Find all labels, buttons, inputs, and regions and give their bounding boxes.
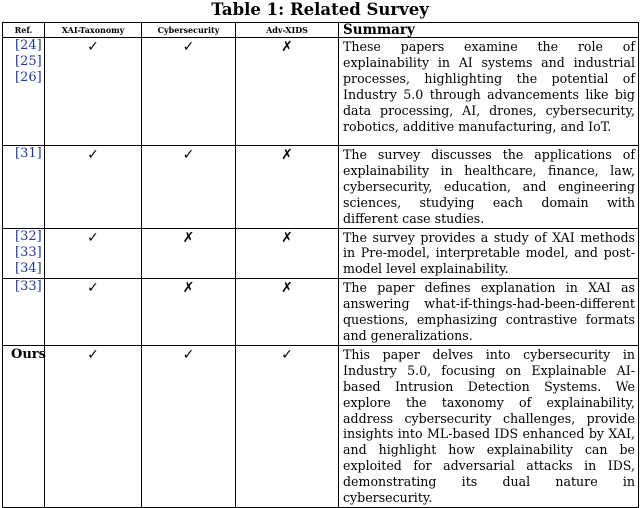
adv-xids-mark: ✓ <box>236 345 339 507</box>
cybersecurity-mark: ✗ <box>142 279 236 346</box>
table-row <box>3 38 639 146</box>
summary-cell: These papers examine the role of explainability in AI systems and industrial processes, highlighting the potential of Industry 5.0 through advancements like big data processing, AI, drones, cybersecurity, robotics, additive manufacturing, and IoT. <box>339 38 639 146</box>
xai-taxonomy-mark: ✓ <box>45 279 142 346</box>
citation-link[interactable]: [34] <box>15 260 42 276</box>
citation-link[interactable]: [26] <box>15 70 42 85</box>
xai-taxonomy-mark: ✓ <box>45 146 142 229</box>
table-row <box>3 146 639 229</box>
table-row <box>3 228 639 279</box>
adv-xids-mark: ✗ <box>236 228 339 279</box>
xai-taxonomy-mark: ✓ <box>45 38 142 146</box>
table-row <box>3 345 639 507</box>
adv-xids-mark: ✗ <box>236 146 339 229</box>
citation-link[interactable]: [32] <box>15 228 42 244</box>
ref-cell <box>3 146 45 229</box>
ref-cell <box>3 228 45 279</box>
ref-cell <box>3 345 45 507</box>
header-cybersecurity: Cybersecurity <box>142 23 236 38</box>
xai-taxonomy-mark: ✓ <box>45 228 142 279</box>
table-caption: Table 1: Related Survey <box>211 0 429 19</box>
summary-cell: The paper defines explanation in XAI as answering what-if-things-had-been-different questions, emphasizing contrastive formats and generalizations. <box>339 279 639 346</box>
header-xai-taxonomy: XAI-Taxonomy <box>45 23 142 38</box>
cybersecurity-mark: ✗ <box>142 228 236 279</box>
header-row <box>3 23 639 38</box>
citation-link[interactable]: [31] <box>15 146 42 161</box>
ref-cell <box>3 279 45 346</box>
summary-cell: The survey discusses the applications of explainability in healthcare, finance, law, cybersecurity, education, and engineering sciences, studying each domain with different case studies. <box>339 146 639 229</box>
header-ref: Ref. <box>3 23 45 38</box>
citation-link[interactable]: [25] <box>15 54 42 69</box>
xai-taxonomy-mark: ✓ <box>45 345 142 507</box>
cybersecurity-mark: ✓ <box>142 345 236 507</box>
adv-xids-mark: ✗ <box>236 38 339 146</box>
table-row <box>3 279 639 346</box>
header-summary: Summary <box>339 23 639 38</box>
adv-xids-mark: ✗ <box>236 279 339 346</box>
summary-cell: This paper delves into cybersecurity in Industry 5.0, focusing on Explainable AI-based Intrusion Detection Systems. We explore the taxonomy of explainability, address cybersecurity challenges, provide insights into ML-based IDS enhanced by XAI, and highlight how explainability can be exploited for adversarial attacks in IDS, demonstrating its dual nature in cybersecurity. <box>339 345 639 507</box>
citation-link[interactable]: [33] <box>15 244 42 260</box>
summary-cell: The survey provides a study of XAI methods in Pre-model, interpretable model, and post-model level explainability. <box>339 228 639 279</box>
header-adv-xids: Adv-XIDS <box>236 23 339 38</box>
cybersecurity-mark: ✓ <box>142 146 236 229</box>
ours-label: Ours <box>11 346 46 362</box>
related-survey-table <box>2 22 639 508</box>
cybersecurity-mark: ✓ <box>142 38 236 146</box>
citation-link[interactable]: [33] <box>15 279 42 295</box>
ref-cell <box>3 38 45 146</box>
citation-link[interactable]: [24] <box>15 38 42 53</box>
